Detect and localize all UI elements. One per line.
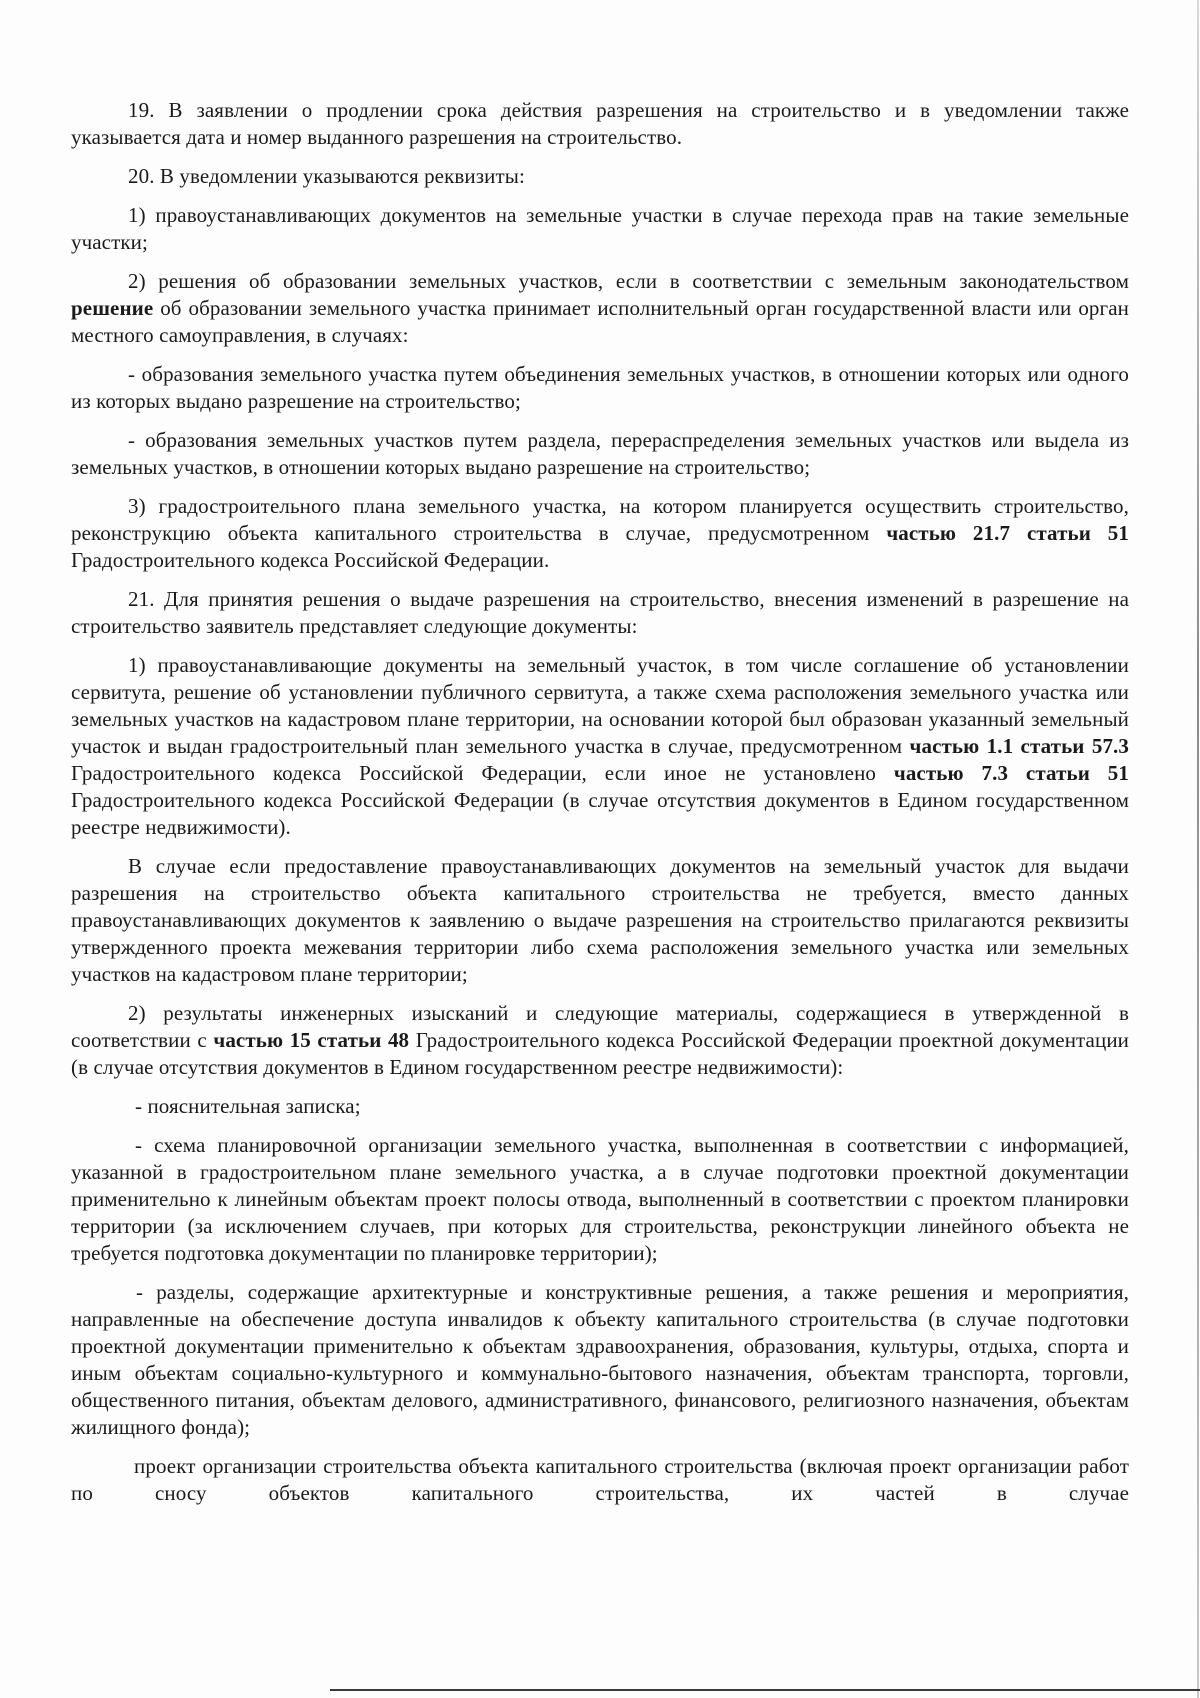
paragraph-21-item-1 [71,652,1129,841]
legal-reference-link[interactable]: решение [71,296,154,320]
text-run: 2) результаты инженерных изысканий и следующие материалы, содержащиеся в утвержденной в соответствии с [71,1001,1129,1052]
legal-reference-link[interactable]: частью 15 статьи 48 [213,1028,410,1052]
text-run: 1) правоустанавливающие документы на земельный участок, в том числе соглашение об установлении сервитута, решение об установлении публичного сервитута, а также схема расположения земельного участка или земельных участков на кадастровом плане территории, на основании которой был образован указанный земельный участок и выдан градостроительный план земельного участка в случае, предусмотренном [71,653,1129,758]
paragraph-21-item-2-dash-d [71,1453,1129,1507]
paragraph-20-item-2-dash-a [71,361,1129,415]
text-run: - пояснительная записка; [135,1094,361,1118]
paragraph-19 [71,97,1129,151]
paragraph-21-item-2-dash-b [71,1132,1129,1267]
text-run: проект организации строительства объекта капитального строительства (включая проект организации работ по сносу объектов капитального строительства, их частей в случае [71,1454,1129,1505]
scan-edge-shadow [1197,0,1199,1698]
text-run: об образовании земельного участка принимает исполнительный орган государственной власти или орган местного самоуправления, в случаях: [71,296,1129,347]
text-run: 20. В уведомлении указываются реквизиты: [128,164,525,188]
text-run: 21. Для принятия решения о выдаче разрешения на строительство, внесения изменений в разрешение на строительство заявитель представляет следующие документы: [71,587,1129,638]
paragraph-20-item-2 [71,268,1129,349]
legal-reference-link[interactable]: частью 21.7 статьи 51 [886,521,1129,545]
text-run: В случае если предоставление правоустанавливающих документов на земельный участок для выдачи разрешения на строительство объекта капитального строительства не требуется, вместо данных правоустанавливающих документов к заявлению о выдаче разрешения на строительство прилагаются реквизиты утвержденного проекта межевания территории либо схема расположения земельного участка или земельных участков на кадастровом плане территории; [71,854,1129,986]
text-run: - разделы, содержащие архитектурные и конструктивные решения, а также решения и мероприятия, направленные на обеспечение доступа инвалидов к объекту капитального строительства (в случае подготовки проектной документации применительно к объектам здравоохранения, образования, культуры, отдыха, спорта и иным объектам социально-культурного и коммунально-бытового назначения, объектам транспорта, торговли, общественного питания, объектам делового, административного, финансового, религиозного назначения, объектам жилищного фонда); [71,1280,1129,1439]
legal-reference-link[interactable]: частью 1.1 статьи 57.3 [909,734,1129,758]
text-run: 19. В заявлении о продлении срока действия разрешения на строительство и в уведомлении также указывается дата и номер выданного разрешения на строительство. [71,98,1129,149]
paragraph-21-item-2-dash-a [71,1093,1129,1120]
paragraph-20-item-1 [71,202,1129,256]
legal-reference-link[interactable]: частью 7.3 статьи 51 [893,761,1129,785]
paragraph-21 [71,586,1129,640]
text-run: - схема планировочной организации земельного участка, выполненная в соответствии с информацией, указанной в градостроительном плане земельного участка, а в случае подготовки проектной документации применительно к линейным объектам проект полосы отвода, выполненный в соответствии с проектом планировки территории (за исключением случаев, при которых для строительства, реконструкции линейного объекта не требуется подготовка документации по планировке территории); [71,1133,1129,1265]
paragraph-21-item-1-note [71,853,1129,988]
text-run: - образования земельного участка путем объединения земельных участков, в отношении которых или одного из которых выдано разрешение на строительство; [71,362,1129,413]
scan-bottom-edge [330,1689,1200,1691]
document-body [71,97,1129,1519]
text-run: 3) градостроительного плана земельного участка, на котором планируется осуществить строительство, реконструкцию объекта капитального строительства в случае, предусмотренном [71,494,1129,545]
text-run: Градостроительного кодекса Российской Федерации, если иное не установлено [71,761,894,785]
text-run: Градостроительного кодекса Российской Федерации. [71,548,550,572]
text-run: Градостроительного кодекса Российской Федерации проектной документации (в случае отсутствия документов в Едином государственном реестре недвижимости): [71,1028,1129,1079]
paragraph-20-item-3 [71,493,1129,574]
paragraph-20-item-2-dash-b [71,427,1129,481]
text-run: 1) правоустанавливающих документов на земельные участки в случае перехода прав на такие земельные участки; [71,203,1129,254]
text-run: 2) решения об образовании земельных участков, если в соответствии с земельным законодательством [128,269,1129,293]
paragraph-20 [71,163,1129,190]
paragraph-21-item-2-dash-c [71,1279,1129,1441]
text-run: - образования земельных участков путем раздела, перераспределения земельных участков или выдела из земельных участков, в отношении которых выдано разрешение на строительство; [71,428,1129,479]
text-run: Градостроительного кодекса Российской Федерации (в случае отсутствия документов в Едином государственном реестре недвижимости). [71,788,1129,839]
paragraph-21-item-2 [71,1000,1129,1081]
